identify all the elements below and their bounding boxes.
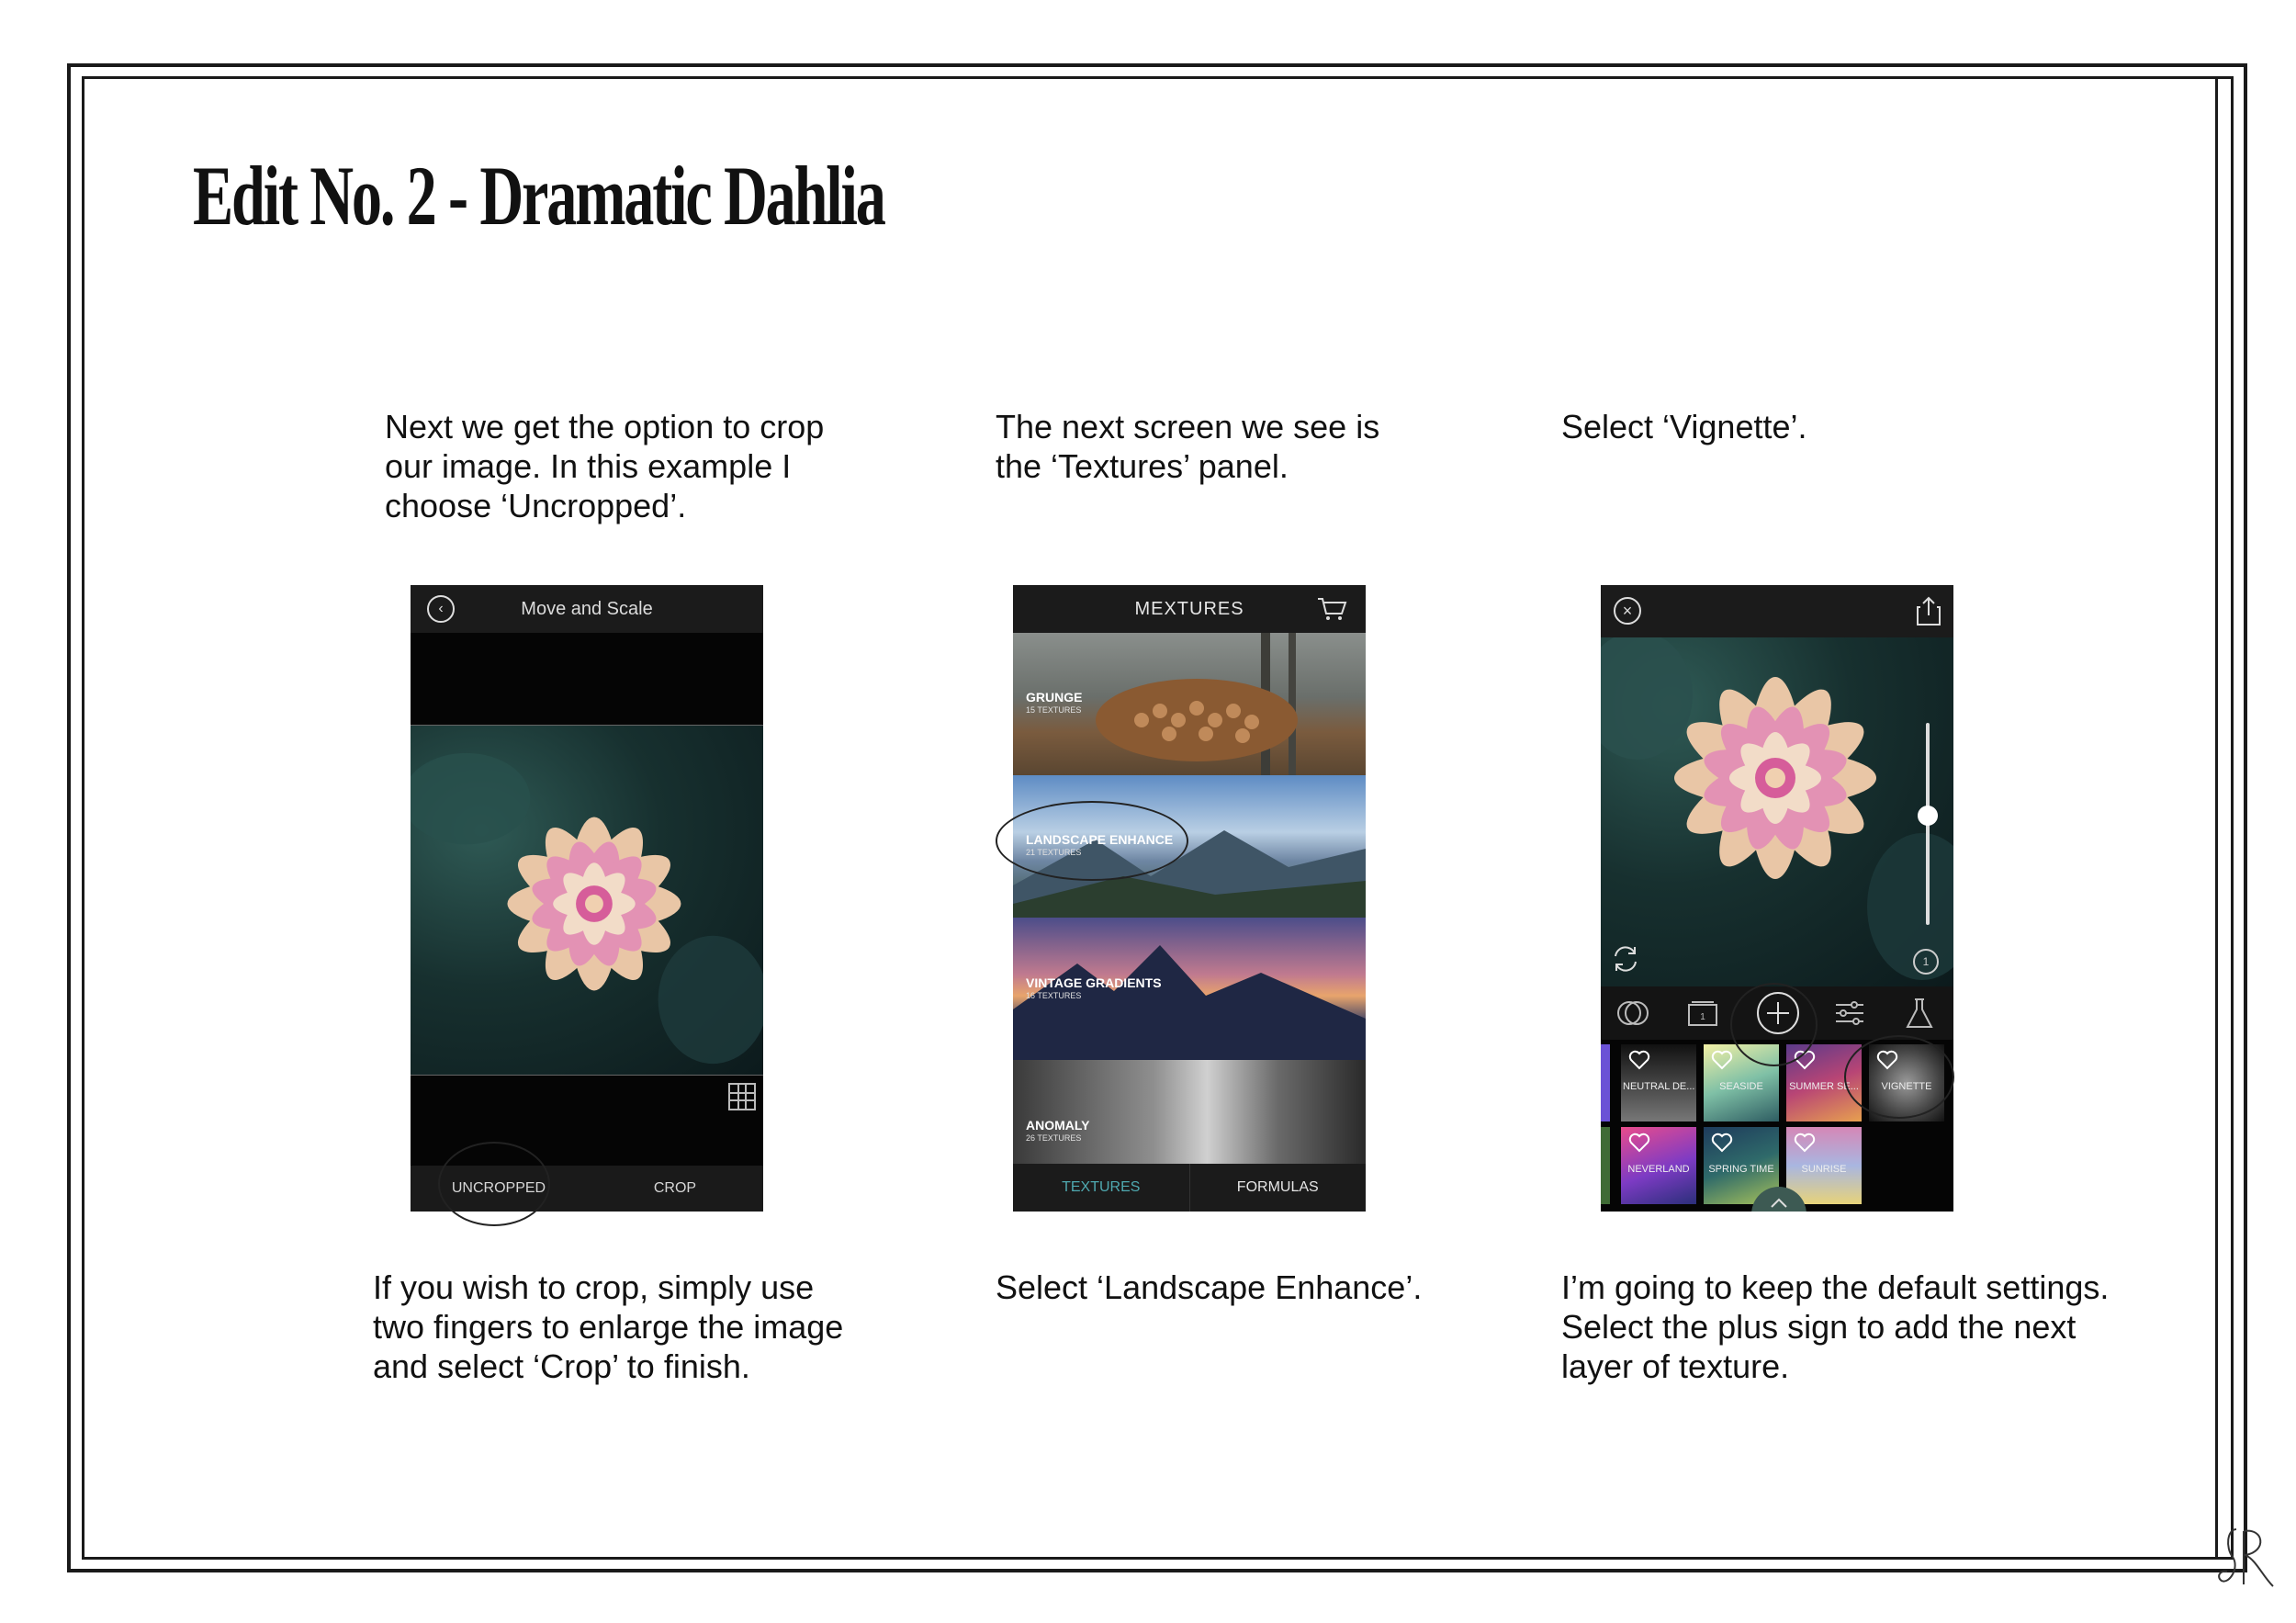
texture-count-landscape-enhance: 21 TEXTURES xyxy=(1026,848,1082,857)
caption-select-vignette: Select ‘Vignette’. xyxy=(1561,408,1807,445)
editor-dahlia-photo xyxy=(1601,585,1953,986)
swatch-seaside[interactable] xyxy=(1704,1044,1779,1121)
favorite-heart-icon[interactable] xyxy=(1711,1133,1733,1153)
page-title: Edit No. 2 - Dramatic Dahlia xyxy=(193,149,884,242)
texture-card-anomaly[interactable] xyxy=(1013,1060,1366,1164)
add-layer-icon[interactable] xyxy=(1754,989,1802,1037)
mextures-header xyxy=(1013,585,1366,633)
caption-crop-instructions: If you wish to crop, simply use two fingers to enlarge the image and select ‘Crop’ to finish. xyxy=(373,1268,844,1385)
editor-top-bar xyxy=(1601,585,1953,637)
favorite-heart-icon[interactable] xyxy=(1794,1133,1816,1153)
favorite-heart-icon[interactable] xyxy=(1628,1133,1650,1153)
share-icon[interactable] xyxy=(1917,596,1941,626)
caption-default-settings: I’m going to keep the default settings. Select the plus sign to add the next layer of texture. xyxy=(1561,1268,2110,1385)
chevron-up-icon xyxy=(1751,1187,1806,1212)
swatch-summer-sunset[interactable] xyxy=(1786,1044,1862,1121)
cart-icon[interactable] xyxy=(1316,596,1347,622)
jr-signature-logo xyxy=(2209,1520,2282,1594)
swatch-label: SUMMER SE... xyxy=(1789,1081,1859,1092)
texture-card-landscape-enhance[interactable] xyxy=(1013,775,1366,918)
caption-crop-option: Next we get the option to crop our image. In this example I choose ‘Uncropped’. xyxy=(385,408,825,524)
collapse-drawer-handle[interactable] xyxy=(1751,1187,1806,1212)
screenshot-textures-panel xyxy=(1013,585,1366,1212)
crop-mode-tabs xyxy=(411,1166,763,1212)
screenshot-editor xyxy=(1601,585,1953,1212)
layer-count-badge[interactable]: 1 xyxy=(1913,949,1939,975)
swatch-label: NEUTRAL DE... xyxy=(1623,1081,1694,1092)
crop-tab[interactable]: CROP xyxy=(653,1180,697,1196)
textures-bottom-tabs xyxy=(1013,1164,1366,1212)
close-icon[interactable]: × xyxy=(1614,597,1641,625)
favorite-heart-icon[interactable] xyxy=(1876,1050,1898,1070)
swatch-partial-left xyxy=(1601,1044,1610,1121)
dahlia-flower-image xyxy=(411,726,763,1075)
swatch-label: VIGNETTE xyxy=(1881,1081,1932,1092)
swatch-label: NEVERLAND xyxy=(1627,1164,1690,1175)
formulas-tab[interactable]: FORMULAS xyxy=(1189,1164,1367,1212)
opacity-slider-knob[interactable] xyxy=(1918,806,1938,826)
screenshot-move-and-scale xyxy=(411,585,763,1212)
texture-count-anomaly: 26 TEXTURES xyxy=(1026,1133,1082,1143)
move-scale-title: Move and Scale xyxy=(521,598,653,619)
editor-flower-image xyxy=(1601,585,1953,986)
back-icon[interactable]: ‹ xyxy=(427,595,455,623)
caption-textures-panel: The next screen we see is the ‘Textures’ panel. xyxy=(996,408,1380,485)
grid-icon[interactable] xyxy=(728,1083,756,1110)
swatch-label: SUNRISE xyxy=(1801,1164,1847,1175)
swatch-vignette[interactable] xyxy=(1869,1044,1944,1121)
favorite-heart-icon[interactable] xyxy=(1794,1050,1816,1070)
texture-name-grunge: GRUNGE xyxy=(1026,690,1083,704)
texture-card-grunge[interactable] xyxy=(1013,633,1366,775)
texture-card-vintage-gradients[interactable] xyxy=(1013,918,1366,1060)
swatch-label: SPRING TIME xyxy=(1708,1164,1774,1175)
caption-select-landscape: Select ‘Landscape Enhance’. xyxy=(996,1268,1423,1306)
layers-stack-number: 1 xyxy=(1700,1012,1705,1022)
mextures-title: MEXTURES xyxy=(1134,598,1244,619)
move-scale-header xyxy=(411,585,763,633)
dahlia-photo[interactable] xyxy=(411,725,763,1076)
favorite-heart-icon[interactable] xyxy=(1711,1050,1733,1070)
rotate-icon[interactable] xyxy=(1610,943,1641,975)
swatch-label: SEASIDE xyxy=(1719,1081,1763,1092)
editor-toolbar xyxy=(1601,986,1953,1040)
favorite-heart-icon[interactable] xyxy=(1628,1050,1650,1070)
formula-flask-icon[interactable] xyxy=(1900,994,1939,1032)
layers-icon[interactable] xyxy=(1683,994,1722,1032)
adjust-sliders-icon[interactable] xyxy=(1830,994,1869,1032)
swatch-neverland[interactable] xyxy=(1621,1127,1696,1204)
blend-icon[interactable] xyxy=(1614,994,1652,1032)
swatch-partial-left-2 xyxy=(1601,1127,1610,1204)
uncropped-tab[interactable]: UNCROPPED xyxy=(451,1180,546,1196)
textures-tab[interactable]: TEXTURES xyxy=(1062,1179,1141,1195)
texture-name-landscape-enhance: LANDSCAPE ENHANCE xyxy=(1026,832,1174,847)
page-frame-right-line xyxy=(2215,76,2218,1560)
texture-name-anomaly: ANOMALY xyxy=(1026,1118,1090,1133)
texture-name-vintage-gradients: VINTAGE GRADIENTS xyxy=(1026,975,1162,990)
texture-count-vintage-gradients: 16 TEXTURES xyxy=(1026,991,1082,1000)
swatch-neutral-density[interactable] xyxy=(1621,1044,1696,1121)
texture-count-grunge: 15 TEXTURES xyxy=(1026,705,1082,715)
